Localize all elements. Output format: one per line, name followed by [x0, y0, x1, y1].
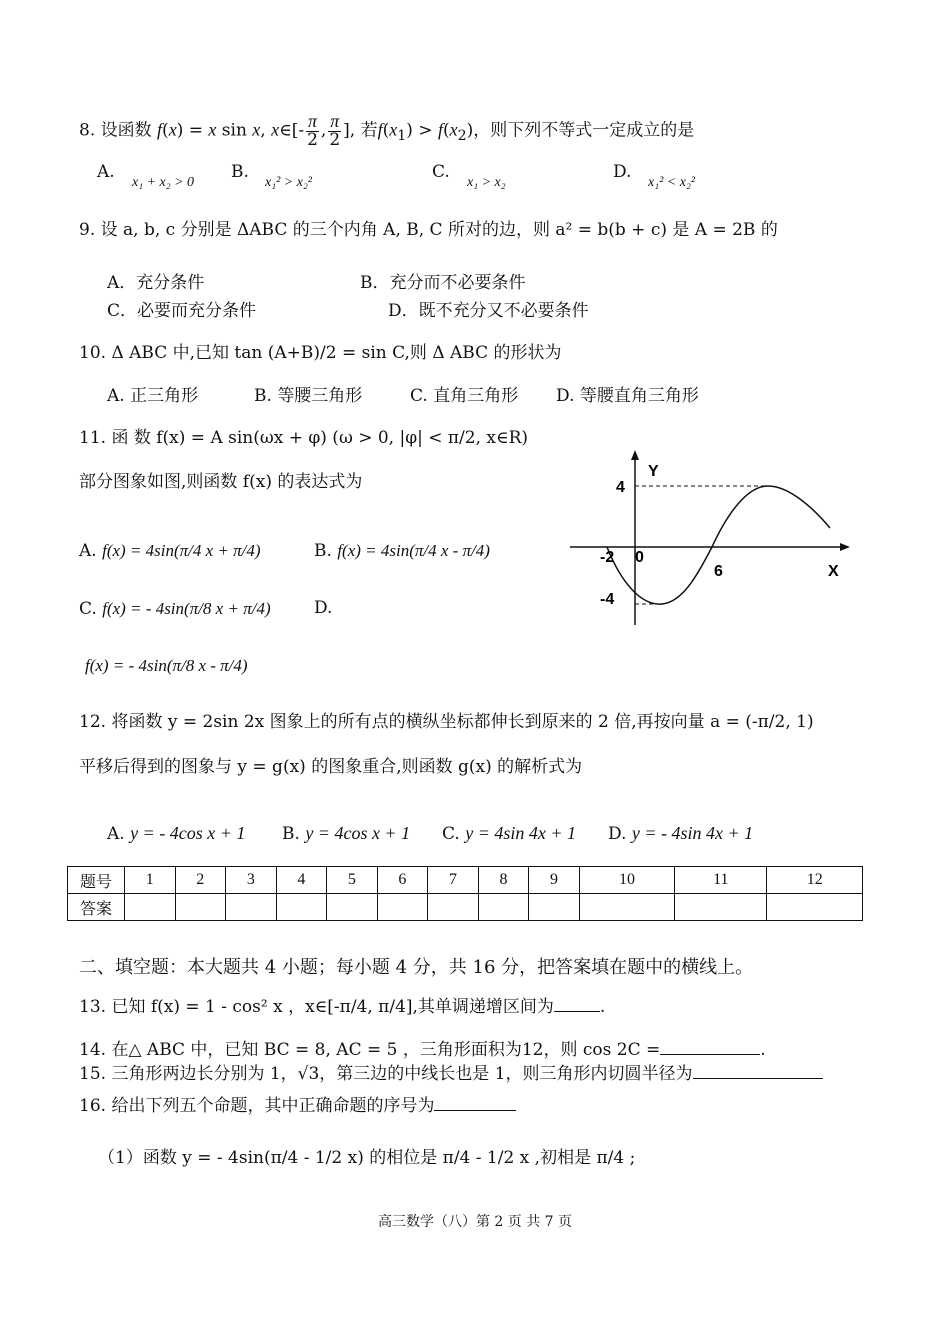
q14-answer-blank[interactable]: [660, 1054, 760, 1055]
answer-table-number: 12: [767, 867, 863, 894]
q10-option-b: B. 等腰三角形: [254, 386, 363, 406]
q8-option-c: C.: [432, 162, 450, 182]
q13-text: 13. 已知 f(x) = 1 - cos² x ，x∈[-π/4, π/4],其单调递增区间为: [79, 997, 554, 1017]
answer-cell[interactable]: [529, 894, 580, 921]
answer-table-number: 4: [276, 867, 327, 894]
graph-y-label: Y: [648, 463, 659, 480]
answer-table-number: 11: [675, 867, 767, 894]
q8-option-d-text: x₁² < x₂²: [648, 175, 696, 190]
answer-cell[interactable]: [675, 894, 767, 921]
q8-option-c-text: x₁ > x₂: [467, 175, 506, 190]
q8-number: 8. 设函数: [79, 120, 158, 141]
answer-table-number: 8: [478, 867, 529, 894]
graph-y-arrow: [631, 450, 639, 460]
q16-text: 16. 给出下列五个命题，其中正确命题的序号为: [79, 1096, 435, 1116]
q8-option-b-text: x₁² > x₂²: [265, 175, 313, 190]
q10-option-c: C. 直角三角形: [410, 386, 519, 406]
q9-option-b: B．充分而不必要条件: [360, 273, 526, 293]
answer-cell[interactable]: [428, 894, 479, 921]
q10-option-d: D. 等腰直角三角形: [556, 386, 699, 406]
q11-stem-line1: 11. 函 数 f(x) = A sin(ωx + φ) (ω > 0, |φ| < π/2, x∈R): [79, 428, 529, 448]
q9-stem: 9. 设 a, b, c 分别是 ΔABC 的三个内角 A, B, C 所对的边，则 a² = b(b + c) 是 A = 2B 的: [79, 220, 778, 240]
q8-formula: f: [157, 119, 163, 140]
q10-stem: 10. Δ ABC 中,已知 tan (A+B)/2 = sin C,则 Δ ABC 的形状为: [79, 343, 562, 363]
q8-option-b: B.: [231, 162, 249, 182]
q12-option-b: B. y = 4cos x + 1: [282, 823, 411, 844]
graph-origin: 0: [635, 549, 644, 566]
section2-heading: 二、填空题：本大题共 4 小题；每小题 4 分，共 16 分，把答案填在题中的横线上。: [79, 957, 754, 978]
q11-graph: [560, 450, 860, 640]
page-footer: 高三数学（八）第 2 页 共 7 页: [377, 1214, 573, 1230]
q9-option-a: A．充分条件: [107, 273, 205, 293]
q8-option-a: A.: [97, 162, 115, 182]
q11-option-a: A. f(x) = 4sin(π/4 x + π/4): [79, 541, 261, 561]
graph-tick-neg4: -4: [600, 591, 615, 608]
q14-text: 14. 在△ ABC 中，已知 BC = 8, AC = 5 ，三角形面积为12，则 cos 2C =: [79, 1040, 661, 1060]
answer-table-number: 7: [428, 867, 479, 894]
q12-option-c: C. y = 4sin 4x + 1: [442, 823, 576, 844]
answer-table-header-label: 题号: [68, 867, 125, 894]
answer-cell[interactable]: [579, 894, 674, 921]
answer-table-number: 1: [125, 867, 176, 894]
graph-tick-4: 4: [616, 479, 625, 496]
answer-table-number: 2: [175, 867, 226, 894]
q12-stem-line2: 平移后得到的图象与 y = g(x) 的图象重合,则函数 g(x) 的解析式为: [79, 757, 583, 777]
q15: [79, 1064, 823, 1085]
answer-table-number: 3: [226, 867, 277, 894]
q16-answer-blank[interactable]: [434, 1110, 516, 1111]
answer-table-answer-row: [68, 894, 863, 921]
q8-frac-pi-2b: $\frac{\pi}{2}$: [329, 111, 341, 150]
graph-tick-6: 6: [714, 563, 723, 580]
answer-cell[interactable]: [478, 894, 529, 921]
q12-stem-line1: 12. 将函数 y = 2sin 2x 图象上的所有点的横纵坐标都伸长到原来的 2 倍,再按向量 a = (-π/2, 1): [79, 712, 814, 732]
answer-cell[interactable]: [125, 894, 176, 921]
q11-option-d-text: f(x) = - 4sin(π/8 x - π/4): [85, 656, 248, 675]
answer-table-number: 6: [377, 867, 428, 894]
answer-table-number: 9: [529, 867, 580, 894]
graph-tick-neg2: -2: [600, 549, 615, 566]
q8-frac-pi-2a: $\frac{\pi}{2}$: [307, 111, 318, 150]
answer-cell[interactable]: [226, 894, 277, 921]
answer-table-answer-label: 答案: [68, 894, 125, 921]
q14: 14. 在△ ABC 中，已知 BC = 8, AC = 5 ，三角形面积为12，则 cos 2C = .: [79, 1040, 766, 1060]
q16: [79, 1096, 516, 1117]
q9-option-c: C．必要而充分条件: [107, 301, 257, 321]
q10-option-a: A. 正三角形: [107, 386, 199, 406]
answer-cell[interactable]: [175, 894, 226, 921]
graph-x-label: X: [828, 563, 839, 580]
q11-stem-line2: 部分图象如图,则函数 f(x) 的表达式为: [79, 472, 363, 492]
answer-table-number: 10: [579, 867, 674, 894]
answer-cell[interactable]: [276, 894, 327, 921]
q11-option-b: B. f(x) = 4sin(π/4 x - π/4): [314, 541, 490, 561]
q9-option-d: D．既不充分又不必要条件: [388, 301, 589, 321]
answer-cell[interactable]: [377, 894, 428, 921]
graph-x-arrow: [840, 543, 850, 551]
q15-text: 15. 三角形两边长分别为 1，√3，第三边的中线长也是 1，则三角形内切圆半径为: [79, 1064, 693, 1084]
q11-option-d: D.: [314, 598, 333, 618]
answer-cell[interactable]: [767, 894, 863, 921]
q8-stem: 8. 设函数 f(x) = x sin x, x∈[- $\frac{\pi}{2}$ , $\frac{\pi}{2}$ ], 若$f(x_1) > f(x_2)$，则下列不等式一定成立的是: [79, 111, 695, 150]
answer-table-header-row: [68, 867, 863, 894]
q12-option-a: A. y = - 4cos x + 1: [107, 823, 246, 844]
q12-option-d: D. y = - 4sin 4x + 1: [608, 823, 754, 844]
graph-sine-curve: [607, 486, 830, 604]
q16-item1: （1）函数 y = - 4sin(π/4 - 1/2 x) 的相位是 π/4 - 1/2 x ,初相是 π/4 ;: [98, 1148, 636, 1168]
q8-option-a-text: x₁ + x₂ > 0: [132, 175, 195, 190]
q13: 13. 已知 f(x) = 1 - cos² x ，x∈[-π/4, π/4],其单调递增区间为 .: [79, 997, 606, 1017]
q15-answer-blank[interactable]: [693, 1078, 823, 1079]
q13-answer-blank[interactable]: [554, 1011, 600, 1012]
q11-option-c: C. f(x) = - 4sin(π/8 x + π/4): [79, 599, 271, 619]
answer-table: [67, 866, 863, 921]
q8-option-d: D.: [613, 162, 632, 182]
answer-cell[interactable]: [327, 894, 378, 921]
answer-table-number: 5: [327, 867, 378, 894]
